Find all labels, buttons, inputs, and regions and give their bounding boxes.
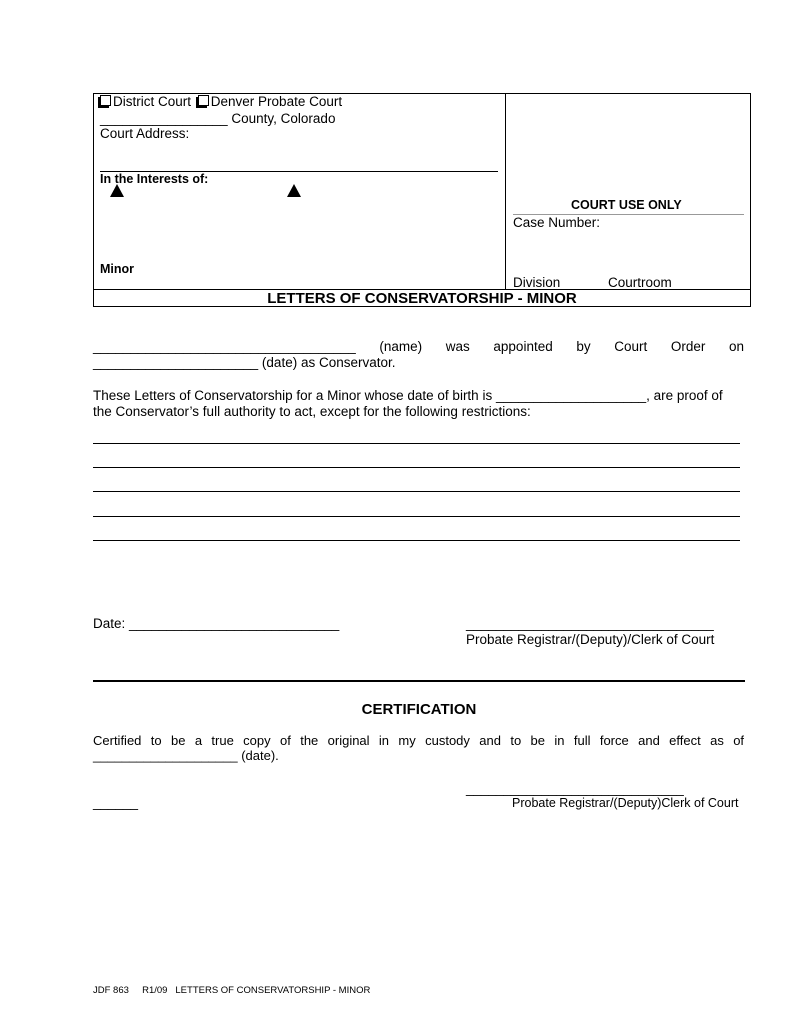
word: to	[510, 733, 522, 748]
word: and	[638, 733, 660, 748]
registrar-signature-line: _________________________________	[466, 616, 714, 631]
word: full	[573, 733, 591, 748]
word: original	[327, 733, 370, 748]
division-label: Division	[513, 275, 561, 290]
word: be	[530, 733, 546, 748]
appointed-line-2: ______________________ (date) as Conservator.	[93, 355, 396, 370]
footer	[93, 985, 370, 996]
certification-line-2: ____________________ (date).	[93, 748, 279, 763]
case-number-label: Case Number:	[513, 215, 601, 230]
district-court-checkbox[interactable]	[100, 95, 111, 106]
courtroom-label: Courtroom	[608, 275, 672, 290]
word: in	[378, 733, 390, 748]
word: was	[445, 339, 470, 354]
up-arrow-icon-right	[287, 184, 301, 197]
letters-line-1: These Letters of Conservatorship for a Minor whose date of birth is ____________________, are proof of	[93, 388, 723, 403]
word: effect	[669, 733, 701, 748]
certification-signature-line: _____________________________	[466, 781, 684, 796]
denver-probate-court-label: Denver Probate Court	[210, 94, 343, 109]
form-number: JDF 863	[93, 985, 129, 996]
court-use-only-label: COURT USE ONLY	[571, 198, 682, 212]
word: a	[194, 733, 203, 748]
section-separator	[93, 680, 745, 682]
word: and	[479, 733, 501, 748]
appointed-line-1	[93, 339, 744, 354]
word: of	[280, 733, 291, 748]
date-field: Date: ____________________________	[93, 616, 340, 631]
up-arrow-icon-left	[110, 184, 124, 197]
word: Court	[614, 339, 648, 354]
county-line: _________________ County, Colorado	[100, 111, 336, 126]
word: on	[728, 339, 744, 354]
seal-line: ______	[93, 795, 139, 810]
restriction-line	[93, 443, 740, 444]
word: appointed	[493, 339, 553, 354]
restriction-line	[93, 467, 740, 468]
interests-label: In the Interests of:	[100, 172, 209, 186]
word: to	[150, 733, 162, 748]
word: of	[733, 733, 745, 748]
district-court-label: District Court	[113, 94, 192, 109]
form-revision: R1/09	[142, 985, 168, 996]
word: in	[554, 733, 565, 748]
restriction-line	[93, 540, 740, 541]
certification-registrar-label: Probate Registrar/(Deputy)Clerk of Court	[512, 796, 739, 810]
word: (name)	[379, 339, 423, 354]
name-blank: ___________________________________	[93, 339, 356, 354]
caption-divider	[505, 93, 506, 289]
minor-label: Minor	[100, 262, 135, 276]
word: as	[710, 733, 724, 748]
restriction-line	[93, 491, 740, 492]
word: Certified	[93, 733, 142, 748]
certification-heading: CERTIFICATION	[361, 701, 477, 718]
word: custody	[425, 733, 470, 748]
word: force	[599, 733, 629, 748]
word: the	[300, 733, 319, 748]
word: be	[170, 733, 186, 748]
letters-line-2: the Conservator’s full authority to act, except for the following restrictions:	[93, 404, 531, 419]
restriction-line	[93, 516, 740, 517]
word: Order	[670, 339, 706, 354]
form-title: LETTERS OF CONSERVATORSHIP - MINOR	[267, 290, 577, 307]
certification-line-1	[93, 733, 744, 748]
word: by	[576, 339, 591, 354]
registrar-label: Probate Registrar/(Deputy)/Clerk of Court	[466, 632, 715, 647]
denver-probate-court-checkbox[interactable]	[198, 95, 209, 106]
footer-form-name: LETTERS OF CONSERVATORSHIP - MINOR	[175, 985, 371, 996]
court-type-options	[100, 94, 342, 109]
court-address-label: Court Address:	[100, 126, 190, 141]
word: copy	[243, 733, 271, 748]
word: true	[211, 733, 234, 748]
word: my	[398, 733, 416, 748]
